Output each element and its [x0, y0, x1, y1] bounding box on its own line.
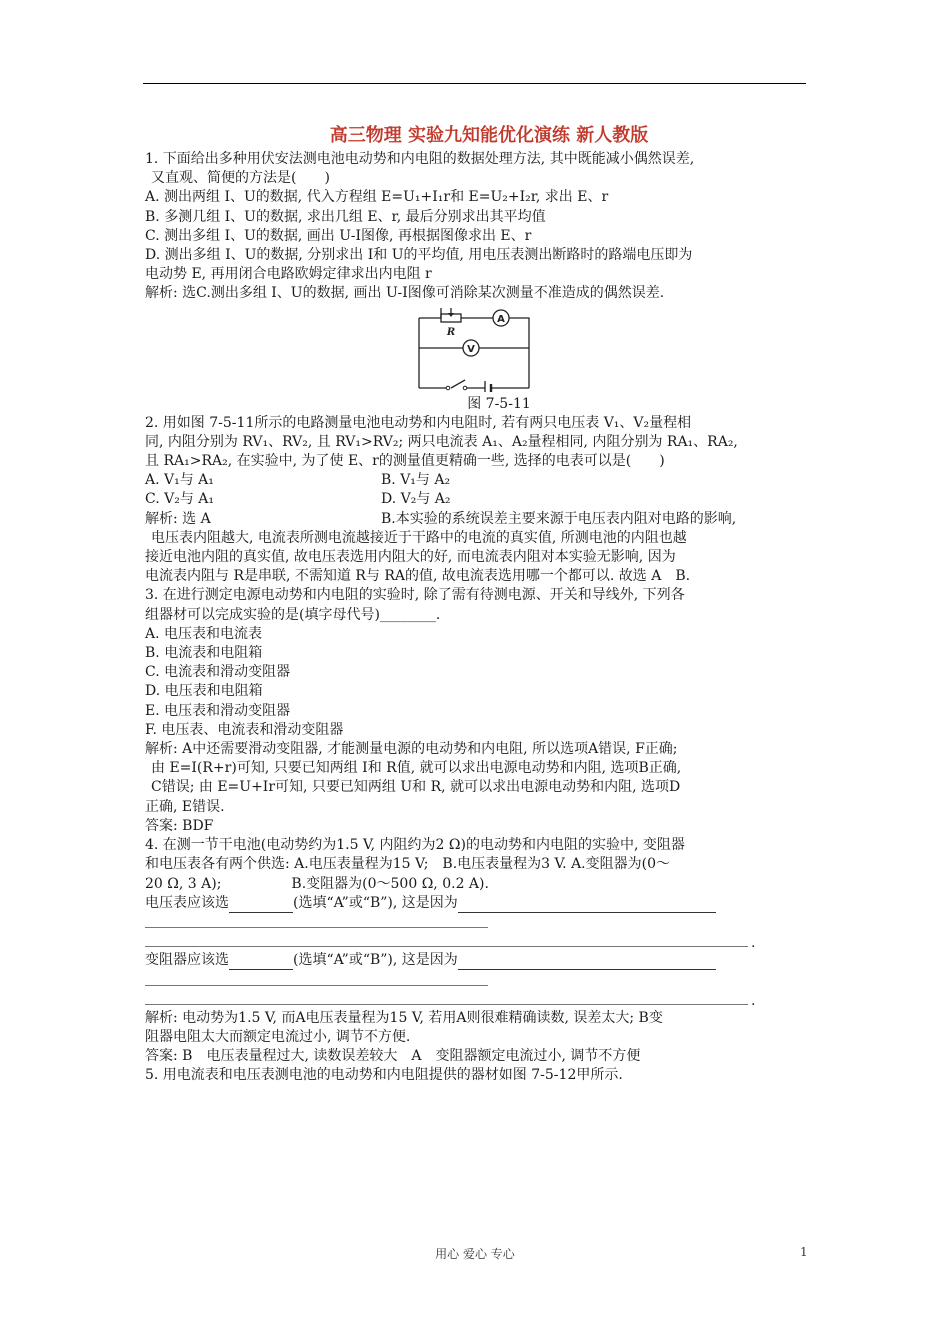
q4-fill-voltmeter	[145, 894, 813, 913]
q3-analysis-cont-1: 由 E=I(R+r)可知, 只要已知两组 I和 R值, 就可以求出电源电动势和内阻, 选项B正确,	[151, 760, 682, 777]
q4-fill-rheostat-prefix: 变阻器应该选	[145, 952, 229, 969]
q3-analysis-cont-2: C错误; 由 E=U+Ir可知, 只要已知两组 U和 R, 就可以求出电源电动势和内阻, 选项D	[151, 779, 681, 796]
q4-stem-cont-2: 20 Ω, 3 A); B.变阻器为(0～500 Ω, 0.2 A).	[145, 875, 489, 892]
q4-fill-rheostat-mid: (选填“A”或“B”), 这是因为	[293, 952, 458, 969]
q4-analysis: 解析: 电动势为1.5 V, 而A电压表量程为15 V, 若用A则很难精确读数, 误差太大; B变	[145, 1009, 663, 1026]
q5-stem: 5. 用电流表和电压表测电池的电动势和内电阻提供的器材如图 7-5-12甲所示.	[145, 1067, 623, 1084]
q3-stem: 3. 在进行测定电源电动势和内电阻的实验时, 除了需有待测电源、开关和导线外, 下列各	[145, 587, 685, 604]
q2-option-d: D. V₂与 A₂	[381, 491, 451, 508]
q4-stem: 4. 在测一节干电池(电动势约为1.5 V, 内阻约为2 Ω)的电动势和内电阻的实验中, 变阻器	[145, 837, 685, 854]
question-1	[145, 150, 813, 304]
q4-voltmeter-reason-line-2: .	[145, 932, 813, 951]
q2-options-row-2	[145, 490, 813, 509]
figure-caption: 图 7-5-11	[467, 395, 531, 412]
q1-option-c: C. 测出多组 I、U的数据, 画出 U-I图像, 再根据图像求出 E、r	[145, 227, 532, 244]
switch-contact-icon	[446, 386, 450, 390]
q2-analysis-row	[145, 510, 813, 529]
q1-stem-cont: 又直观、简便的方法是( )	[151, 170, 330, 187]
ammeter-label: A	[497, 313, 505, 325]
q1-option-d: D. 测出多组 I、U的数据, 分别求出 I和 U的平均值, 用电压表测出断路时的路端电压即为	[145, 247, 693, 264]
page-footer: 用心 爱心 专心	[435, 1247, 515, 1261]
q3-option-d: D. 电压表和电阻箱	[145, 683, 263, 700]
q2-analysis-cont-2: 接近电池内阻的真实值, 故电压表选用内阻大的好, 而电流表内阻对本实验无影响, 因为	[145, 549, 676, 566]
question-4	[145, 836, 813, 1066]
q2-stem-cont-2: 且 RA₁>RA₂, 在实验中, 为了使 E、r的测量值更精确一些, 选择的电表可以是( )	[145, 453, 665, 470]
q3-stem-cont: 组器材可以完成实验的是(填字母代号)________.	[145, 606, 441, 623]
q2-option-b: B. V₁与 A₂	[381, 472, 451, 489]
q2-analysis-text: B.本实验的系统误差主要来源于电压表内阻对电路的影响,	[381, 510, 737, 527]
q2-option-c: C. V₂与 A₁	[145, 491, 215, 508]
resistor-label: R	[446, 326, 456, 338]
q4-stem-cont-1: 和电压表各有两个供选: A.电压表量程为15 V; B.电压表量程为3 V. A.变阻器为(0～	[145, 856, 670, 873]
q4-analysis-cont: 阻器电阻太大而额定电流过小, 调节不方便.	[145, 1029, 411, 1046]
q4-fill-voltmeter-prefix: 电压表应该选	[145, 894, 229, 911]
page-title: 高三物理 实验九知能优化演练 新人教版	[329, 125, 649, 146]
q1-analysis: 解析: 选C.测出多组 I、U的数据, 画出 U-I图像可消除某次测量不准造成的偶然误差.	[145, 285, 665, 302]
page-number: 1	[800, 1245, 808, 1259]
q3-option-f: F. 电压表、电流表和滑动变阻器	[145, 721, 344, 738]
q3-option-e: E. 电压表和滑动变阻器	[145, 702, 291, 719]
q1-option-d-cont: 电动势 E, 再用闭合电路欧姆定律求出内电阻 r	[145, 266, 432, 283]
q2-options-row-1	[145, 471, 813, 490]
header-rule	[143, 83, 806, 84]
q3-analysis-cont-3: 正确, E错误.	[145, 798, 225, 815]
q2-analysis-label: 解析: 选 A	[145, 510, 211, 527]
q2-stem: 2. 用如图 7-5-11所示的电路测量电池电动势和内电阻时, 若有两只电压表 V₁、V₂量程相	[145, 414, 692, 431]
q4-rheostat-reason-line-1	[145, 970, 813, 989]
q4-voltmeter-reason-line-1	[145, 913, 813, 932]
switch-contact-icon	[463, 386, 467, 390]
q2-stem-cont-1: 同, 内阻分别为 RV₁、RV₂, 且 RV₁>RV₂; 两只电流表 A₁、A₂量程相同, 内阻分别为 RA₁、RA₂,	[145, 433, 738, 450]
q3-option-a: A. 电压表和电流表	[145, 625, 263, 642]
question-5	[145, 1066, 813, 1085]
q4-fill-voltmeter-mid: (选填“A”或“B”), 这是因为	[293, 894, 458, 911]
q4-fill-rheostat	[145, 951, 813, 970]
circuit-diagram	[411, 308, 535, 392]
q3-analysis: 解析: A中还需要滑动变阻器, 才能测量电源的电动势和内电阻, 所以选项A错误, F正确;	[145, 741, 678, 758]
q2-analysis-cont-1: 电压表内阻越大, 电流表所测电流越接近于干路中的电流的真实值, 所测电池的内阻也越	[151, 529, 687, 546]
voltmeter-label: V	[467, 343, 475, 355]
q1-option-a: A. 测出两组 I、U的数据, 代入方程组 E=U₁+I₁r和 E=U₂+I₂r, 求出 E、r	[145, 189, 609, 206]
question-3	[145, 586, 813, 836]
q3-option-b: B. 电流表和电阻箱	[145, 645, 263, 662]
q2-analysis-cont-3: 电流表内阻与 R是串联, 不需知道 R与 RA的值, 故电流表选用哪一个都可以. 故选 A B.	[145, 568, 691, 585]
q2-option-a: A. V₁与 A₁	[145, 472, 214, 489]
q4-rheostat-reason-line-2: .	[145, 990, 813, 1009]
document-body	[145, 122, 813, 1086]
q1-option-b: B. 多测几组 I、U的数据, 求出几组 E、r, 最后分别求出其平均值	[145, 208, 546, 225]
circuit-figure	[145, 308, 813, 394]
q3-answer: 答案: BDF	[145, 817, 214, 834]
q3-option-c: C. 电流表和滑动变阻器	[145, 664, 291, 681]
slider-arrow-icon	[448, 313, 454, 317]
q1-stem: 1. 下面给出多种用伏安法测电池电动势和内电阻的数据处理方法, 其中既能减小偶然误差,	[145, 151, 695, 167]
question-2	[145, 414, 813, 587]
q4-answer: 答案: B 电压表量程过大, 读数误差较大 A 变阻器额定电流过小, 调节不方便	[145, 1048, 641, 1065]
